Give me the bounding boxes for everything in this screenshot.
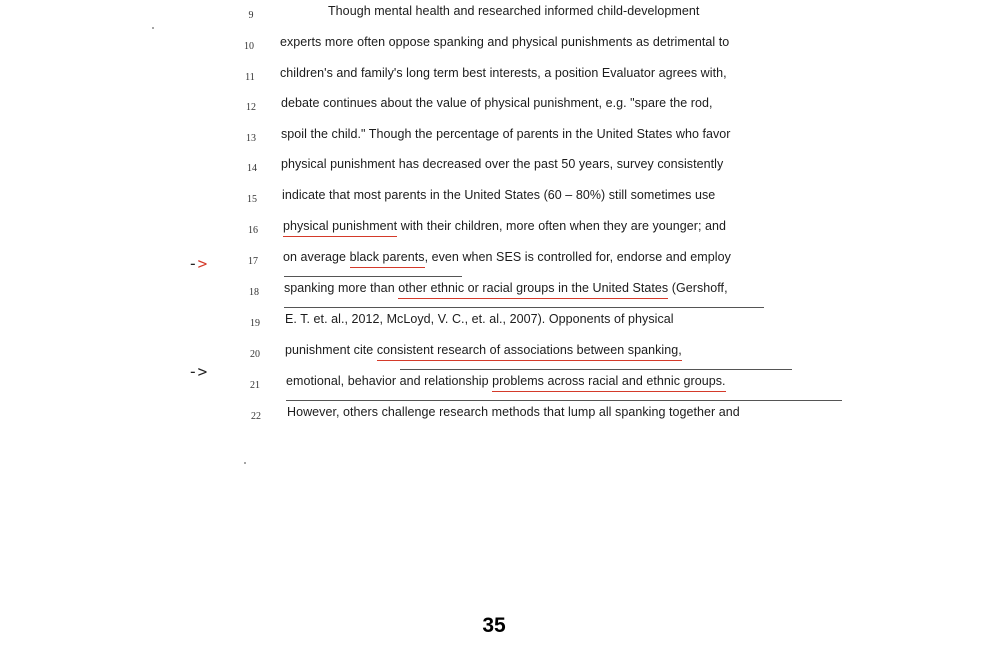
underlined-phrase: black parents	[350, 250, 425, 268]
scan-speck	[152, 27, 154, 29]
line-text	[286, 374, 726, 388]
text-line	[0, 248, 988, 278]
line-number: 11	[245, 72, 255, 83]
line-number: 21	[250, 380, 260, 391]
line-number: 13	[246, 133, 256, 144]
text-line	[0, 125, 988, 155]
line-number: 9	[248, 10, 254, 21]
underline-rule	[400, 369, 792, 370]
line-text: children's and family's long term best interests, a position Evaluator agrees with,	[280, 66, 727, 80]
line-text: experts more often oppose spanking and physical punishments as detrimental to	[280, 35, 730, 49]
text-line	[0, 94, 988, 124]
text-line	[0, 310, 988, 340]
line-text: indicate that most parents in the United States (60 – 80%) still sometimes use	[282, 188, 716, 202]
line-number: 14	[247, 163, 257, 174]
text-line	[0, 403, 988, 433]
line-number: 12	[246, 102, 256, 113]
line-segment: with their children, more often when they are younger; and	[397, 219, 727, 233]
text-line	[0, 64, 988, 94]
line-number: 19	[250, 318, 260, 329]
line-text: debate continues about the value of physical punishment, e.g. "spare the rod,	[281, 96, 713, 110]
line-text: spoil the child." Though the percentage of parents in the United States who favor	[281, 127, 731, 141]
line-text: physical punishment has decreased over the past 50 years, survey consistently	[281, 157, 724, 171]
underline-rule	[284, 276, 462, 277]
line-text	[284, 281, 728, 295]
line-segment: on average	[283, 250, 350, 264]
line-number: 22	[251, 411, 261, 422]
line-segment: emotional, behavior and relationship	[286, 374, 493, 388]
text-line	[0, 33, 988, 63]
underlined-phrase: physical punishment	[283, 219, 397, 237]
underlined-phrase: consistent research of associations between spanking,	[377, 343, 682, 361]
line-segment: punishment cite	[285, 343, 377, 357]
line-segment: spanking more than	[284, 281, 399, 295]
text-line	[0, 217, 988, 247]
line-segment: (Gershoff,	[668, 281, 728, 295]
text-line	[0, 155, 988, 185]
text-line	[0, 341, 988, 371]
arrow-dash: -	[188, 362, 198, 381]
page-number: 35	[482, 614, 506, 637]
text-line	[0, 279, 988, 309]
text-line	[0, 186, 988, 216]
underlined-phrase: problems across racial and ethnic groups.	[492, 374, 725, 392]
line-number: 16	[248, 225, 258, 236]
line-segment: , even when SES is controlled for, endorse and employ	[424, 250, 731, 264]
text-line	[0, 2, 988, 32]
arrow-dash: -	[188, 254, 198, 273]
underlined-phrase: other ethnic or racial groups in the United States	[398, 281, 668, 299]
arrow-head: >	[197, 362, 208, 381]
line-text	[283, 250, 731, 264]
line-text: However, others challenge research methods that lump all spanking together and	[287, 405, 740, 419]
line-number: 20	[250, 349, 260, 360]
arrow-head-red: >	[197, 254, 208, 273]
scan-speck	[244, 462, 246, 464]
underline-rule	[286, 400, 842, 401]
line-number: 15	[247, 194, 257, 205]
line-text: E. T. et. al., 2012, McLoyd, V. C., et. al., 2007). Opponents of physical	[285, 312, 674, 326]
underline-rule	[284, 307, 764, 308]
line-number: 17	[248, 256, 258, 267]
line-text: Though mental health and researched informed child-development	[328, 4, 700, 18]
line-number: 18	[249, 287, 259, 298]
line-number: 10	[244, 41, 254, 52]
line-text	[285, 343, 682, 357]
line-text	[283, 219, 726, 233]
text-line	[0, 372, 988, 402]
